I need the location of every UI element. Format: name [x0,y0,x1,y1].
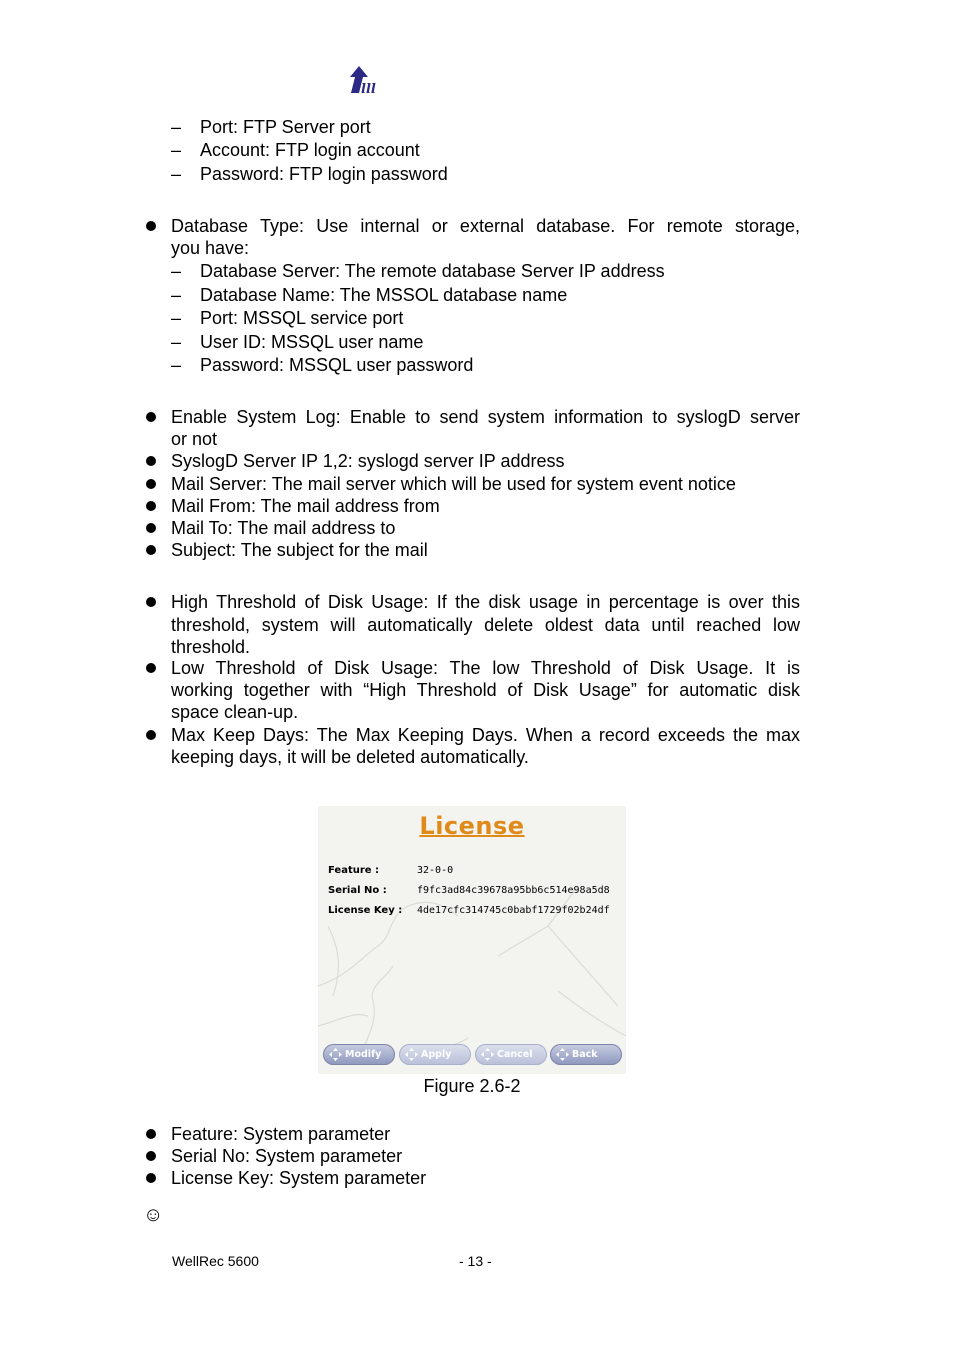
bullet-dot-icon [146,1129,156,1139]
feature-label: Feature : [328,865,380,876]
svg-text:lll: lll [361,82,376,96]
continuation-text: threshold. [171,637,251,657]
list-item: – Password: FTP login password [171,164,448,184]
apply-button[interactable]: Apply [399,1044,471,1065]
bullet-dot-icon [146,221,156,231]
serial-value: f9fc3ad84c39678a95bb6c514e98a5d8 [417,885,610,896]
bullet-dot-icon [146,730,156,740]
continuation-text: working together with “High Threshold of Disk Usage” for automatic disk [171,680,800,700]
continuation-text: you have: [171,238,250,258]
continuation-text: or not [171,429,218,449]
bullet-dot-icon [146,663,156,673]
continuation-text: threshold, system will automatically delete oldest data until reached low [171,615,800,635]
continuation-text: keeping days, it will be deleted automatically. [171,747,529,767]
license-key-value: 4de17cfc314745c0babf1729f02b24df [417,905,610,916]
back-button[interactable]: Back [550,1044,622,1065]
arrows-icon [329,1048,342,1061]
list-item: – Database Name: The MSSOL database name [171,285,568,305]
list-item: – Database Server: The remote database Server IP address [171,261,665,281]
feature-value: 32-0-0 [417,865,454,876]
bullet-dot-icon [146,523,156,533]
cancel-button[interactable]: Cancel [475,1044,547,1065]
bullet-dot-icon [146,479,156,489]
page-number: - 13 - [459,1253,492,1269]
list-item: – Port: FTP Server port [171,117,371,137]
bullet-dot-icon [146,1173,156,1183]
company-logo-arrow-icon [348,66,380,96]
bullet-dot-icon [146,597,156,607]
arrows-icon [556,1048,569,1061]
bullet-dot-icon [146,412,156,422]
background-map-illustration [318,806,626,1074]
arrows-icon [481,1048,494,1061]
bullet-dot-icon [146,456,156,466]
license-title: License [419,812,525,840]
bullet-dot-icon [146,545,156,555]
license-key-label: License Key : [328,905,403,916]
figure-caption: Figure 2.6-2 [423,1076,521,1096]
modify-button[interactable]: Modify [323,1044,395,1065]
serial-label: Serial No : [328,885,387,896]
list-item: – Password: MSSQL user password [171,355,474,375]
bullet-dot-icon [146,1151,156,1161]
list-item: – User ID: MSSQL user name [171,332,424,352]
list-item: – Port: MSSQL service port [171,308,404,328]
license-panel [318,806,626,1074]
bullet-dot-icon [146,501,156,511]
continuation-text: space clean-up. [171,702,299,722]
arrows-icon [405,1048,418,1061]
list-item: – Account: FTP login account [171,140,420,160]
footer-product: WellRec 5600 [172,1253,259,1269]
smiley-icon: ☺ [143,1204,164,1226]
